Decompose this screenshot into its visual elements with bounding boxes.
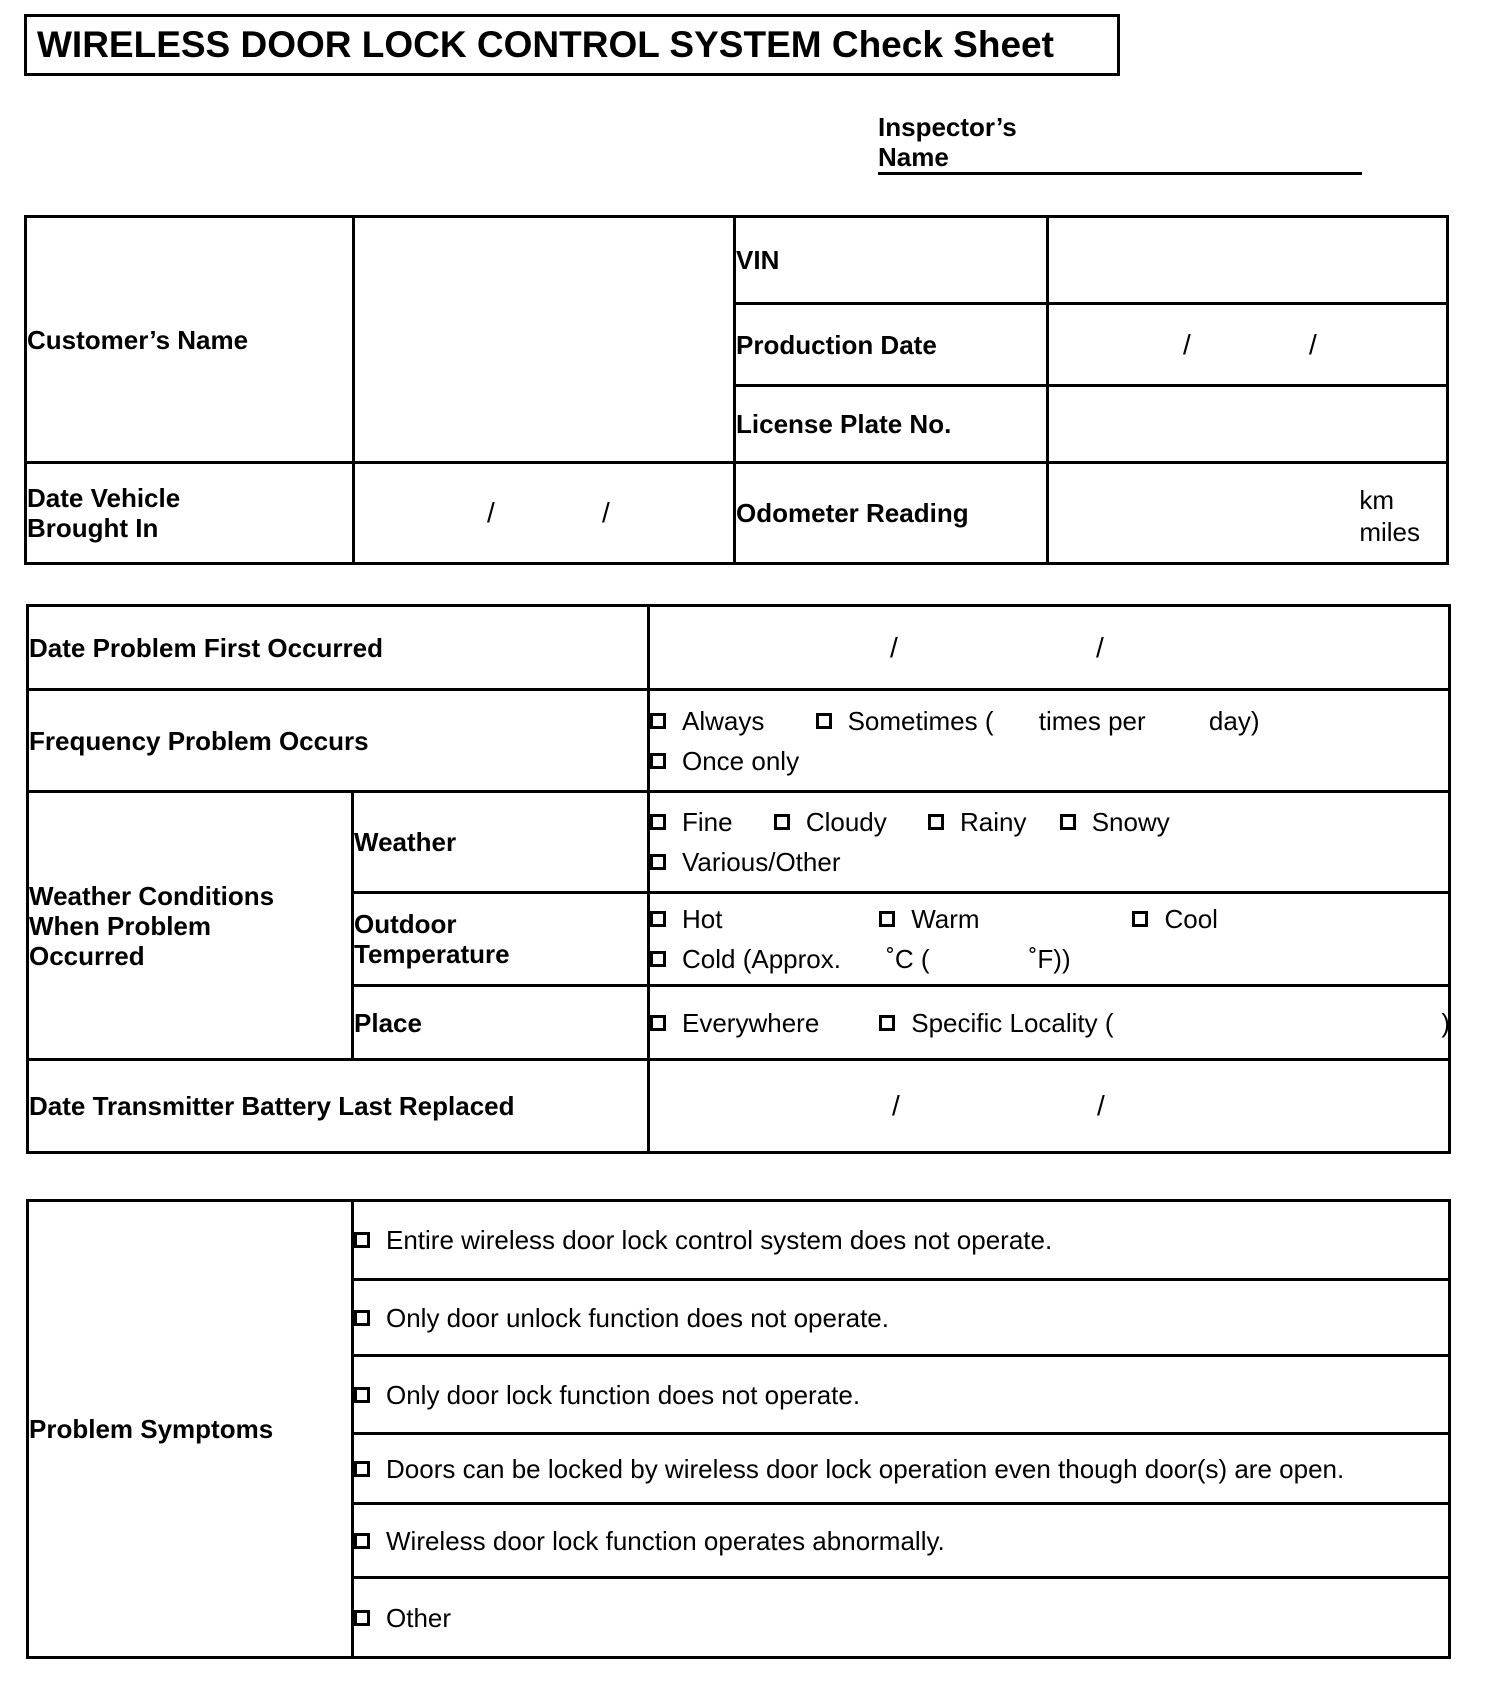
symptom-item	[353, 1356, 1450, 1434]
license-plate-field[interactable]	[1048, 386, 1448, 463]
symptom-item	[353, 1201, 1450, 1280]
cold-checkbox[interactable]	[650, 951, 666, 967]
date-separator: /	[602, 497, 610, 528]
frequency-label: Frequency Problem Occurs	[28, 690, 649, 792]
rainy-checkbox[interactable]	[928, 814, 944, 830]
fine-checkbox[interactable]	[650, 814, 666, 830]
production-date-label: Production Date	[735, 304, 1048, 386]
date-brought-in-label: Date Vehicle Brought In	[26, 463, 354, 564]
hot-label: Hot	[682, 904, 723, 934]
sometimes-checkbox[interactable]	[816, 713, 832, 729]
symptom-item	[353, 1578, 1450, 1658]
symptoms-table	[26, 1199, 1451, 1659]
specific-locality-close: )	[1441, 1007, 1450, 1038]
cloudy-checkbox[interactable]	[774, 814, 790, 830]
weather-conditions-label: Weather Conditions When Problem Occurred	[28, 792, 353, 1060]
date-separator: /	[892, 1090, 900, 1121]
problem-symptoms-label: Problem Symptoms	[28, 1201, 353, 1658]
license-plate-label: License Plate No.	[735, 386, 1048, 463]
fine-label: Fine	[682, 807, 733, 837]
everywhere-checkbox[interactable]	[650, 1015, 666, 1031]
warm-label: Warm	[911, 904, 980, 934]
symptom-checkbox[interactable]	[354, 1387, 370, 1403]
odometer-label: Odometer Reading	[735, 463, 1048, 564]
cool-label: Cool	[1164, 904, 1218, 934]
place-label: Place	[353, 986, 649, 1060]
cold-label: Cold (Approx.	[682, 944, 841, 974]
symptom-text: Only door unlock function does not operate.	[386, 1302, 889, 1333]
customer-name-field[interactable]	[354, 217, 735, 463]
place-options	[649, 986, 1450, 1060]
symptom-text: Other	[386, 1602, 452, 1633]
hot-checkbox[interactable]	[650, 911, 666, 927]
page-title: WIRELESS DOOR LOCK CONTROL SYSTEM Check Sheet	[24, 14, 1120, 76]
symptom-item	[353, 1434, 1450, 1504]
symptom-checkbox[interactable]	[354, 1610, 370, 1626]
frequency-options	[649, 690, 1450, 792]
date-separator: /	[1309, 328, 1317, 360]
symptom-item	[353, 1504, 1450, 1578]
date-brought-in-field[interactable]	[354, 463, 735, 564]
outdoor-temperature-label: Outdoor Temperature	[353, 893, 649, 986]
sometimes-label: Sometimes (	[847, 705, 994, 736]
various-other-label: Various/Other	[682, 847, 841, 877]
battery-replaced-label: Date Transmitter Battery Last Replaced	[28, 1060, 649, 1153]
symptom-text: Wireless door lock function operates abnormally.	[386, 1525, 945, 1556]
once-only-label: Once only	[682, 745, 800, 776]
snowy-checkbox[interactable]	[1060, 814, 1076, 830]
celsius-label: ˚C (	[886, 944, 930, 974]
snowy-label: Snowy	[1091, 807, 1170, 837]
weather-label: Weather	[353, 792, 649, 893]
battery-replaced-field[interactable]	[649, 1060, 1450, 1153]
odometer-unit-miles: miles	[1359, 517, 1420, 547]
cloudy-label: Cloudy	[805, 807, 887, 837]
production-date-field[interactable]	[1048, 304, 1448, 386]
weather-options	[649, 792, 1450, 893]
once-only-checkbox[interactable]	[650, 753, 666, 769]
symptom-text: Doors can be locked by wireless door lock operation even though door(s) are open.	[386, 1453, 1345, 1484]
date-separator: /	[1096, 631, 1104, 663]
specific-locality-checkbox[interactable]	[879, 1015, 895, 1031]
vehicle-info-table	[24, 215, 1449, 565]
date-separator: /	[487, 497, 495, 528]
warm-checkbox[interactable]	[879, 911, 895, 927]
odometer-field[interactable]	[1048, 463, 1448, 564]
symptom-checkbox[interactable]	[354, 1461, 370, 1477]
symptom-checkbox[interactable]	[354, 1232, 370, 1248]
vin-field[interactable]	[1048, 217, 1448, 304]
symptom-item	[353, 1280, 1450, 1356]
various-other-checkbox[interactable]	[650, 854, 666, 870]
date-separator: /	[1183, 328, 1191, 360]
symptom-text: Only door lock function does not operate.	[386, 1379, 861, 1410]
vin-label: VIN	[735, 217, 1048, 304]
symptom-text: Entire wireless door lock control system does not operate.	[386, 1225, 1053, 1255]
rainy-label: Rainy	[959, 807, 1027, 837]
symptom-checkbox[interactable]	[354, 1310, 370, 1326]
date-first-occurred-label: Date Problem First Occurred	[28, 606, 649, 690]
inspector-name-field[interactable]: Inspector’s Name	[878, 112, 1362, 175]
date-separator: /	[1097, 1090, 1105, 1121]
specific-locality-label: Specific Locality (	[911, 1007, 1114, 1038]
date-first-occurred-field[interactable]	[649, 606, 1450, 690]
odometer-unit-km: km	[1359, 485, 1394, 515]
day-label: day)	[1208, 705, 1260, 736]
always-checkbox[interactable]	[650, 713, 666, 729]
everywhere-label: Everywhere	[682, 1007, 820, 1038]
fahrenheit-label: ˚F))	[1028, 944, 1071, 974]
customer-name-label: Customer’s Name	[26, 217, 354, 463]
temperature-options	[649, 893, 1450, 986]
always-label: Always	[682, 705, 765, 736]
symptom-checkbox[interactable]	[354, 1533, 370, 1549]
conditions-table	[26, 604, 1451, 1154]
times-per-label: times per	[1038, 705, 1146, 736]
cool-checkbox[interactable]	[1132, 911, 1148, 927]
date-separator: /	[890, 631, 898, 663]
